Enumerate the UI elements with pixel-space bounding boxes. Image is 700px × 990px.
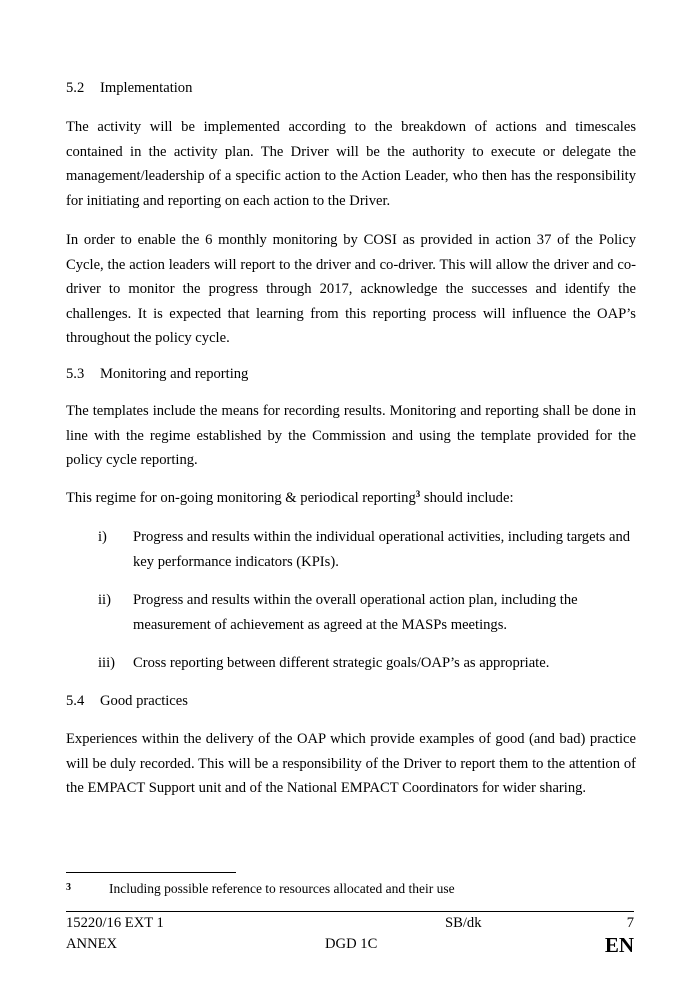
section-title: Implementation [100, 80, 193, 96]
footer-initials: SB/dk [445, 915, 482, 931]
footer-doc-ref: 15220/16 EXT 1 [66, 915, 164, 931]
footer-language: EN [604, 933, 634, 957]
list-text: Progress and results within the individual operational activities, including targets and key performance indicators (KPIs). [133, 529, 631, 570]
footnote-number: 3 [66, 882, 71, 893]
list-text: Progress and results within the overall operational action plan, including the measurement of achievement as agreed at the MASPs meetings. [133, 592, 578, 633]
list-marker: ii) [98, 592, 111, 608]
paragraph-text: This regime for on-going monitoring & periodical reporting [66, 490, 416, 506]
footer-separator [66, 911, 634, 912]
footer-dgd: DGD 1C [325, 936, 378, 952]
section-number: 5.2 [66, 80, 85, 96]
section-heading-5-4 [66, 692, 188, 710]
list-marker: iii) [98, 655, 116, 671]
list-text: Cross reporting between different strategic goals/OAP’s as appropriate. [133, 655, 550, 671]
section-heading-5-2 [66, 79, 192, 97]
section-number: 5.3 [66, 366, 85, 382]
paragraph: The activity will be implemented according to the breakdown of actions and timescales contained in the activity plan. The Driver will be the authority to execute or delegate the management/leadership of a specific action to the Action Leader, who then has the responsibility for initiating and reporting on each action to the Driver. [66, 119, 636, 209]
section-title: Good practices [100, 693, 188, 709]
paragraph-text: should include: [420, 490, 514, 506]
paragraph [66, 486, 636, 511]
footnote-separator [66, 872, 236, 873]
paragraph: The templates include the means for recording results. Monitoring and reporting shall be done in line with the regime established by the Commission and using the template provided for the policy cycle reporting. [66, 403, 636, 468]
section-title: Monitoring and reporting [100, 366, 249, 382]
footnote-reference: 3 [415, 489, 421, 499]
paragraph: In order to enable the 6 monthly monitoring by COSI as provided in action 37 of the Policy Cycle, the action leaders will report to the driver and co-driver. This will allow the driver and co-driver to monitor the progress through 2017, acknowledge the successes and identify the challenges. It is expected that learning from this reporting process will influence the OAP’s throughout the policy cycle. [66, 232, 636, 346]
list-marker: i) [98, 529, 107, 545]
footnote [66, 880, 455, 897]
footnote-text: Including possible reference to resources allocated and their use [109, 881, 455, 896]
footer-page-number: 7 [626, 915, 634, 931]
paragraph: Experiences within the delivery of the OAP which provide examples of good (and bad) practice will be duly recorded. This will be a responsibility of the Driver to report them to the attention of the EMPACT Support unit and of the National EMPACT Coordinators for wider sharing. [66, 731, 636, 796]
footer-annex: ANNEX [66, 936, 118, 952]
section-number: 5.4 [66, 693, 85, 709]
section-heading-5-3 [66, 365, 248, 383]
